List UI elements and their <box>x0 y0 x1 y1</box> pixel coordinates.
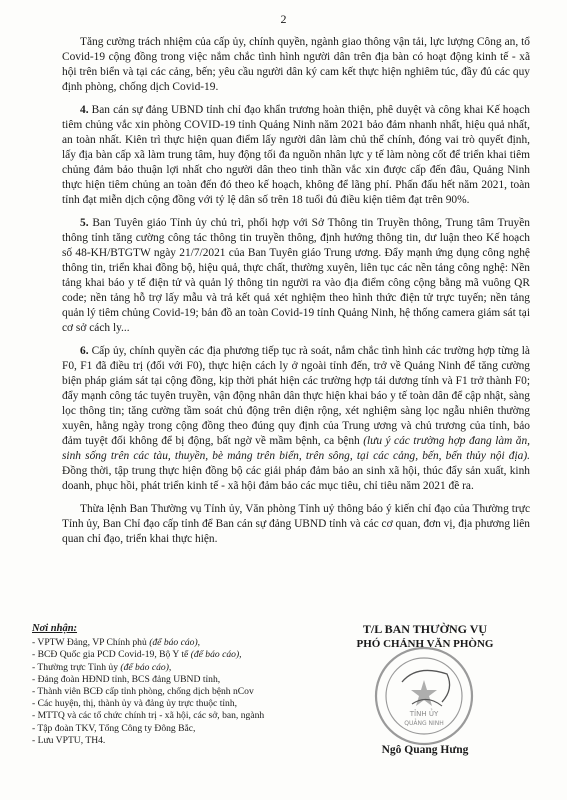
page-number: 2 <box>280 12 287 26</box>
svg-text:QUẢNG NINH: QUẢNG NINH <box>404 720 444 727</box>
recipient-item: - Lưu VPTU, TH4. <box>32 734 106 746</box>
paragraph-text: Ban Tuyên giáo Tỉnh ủy chủ trì, phối hợp với Sở Thông tin Truyền thông, Trung tâm Truyền thông tỉnh tăng cường công tác thông tin truyền thông, định hướng thông tin, dư luận theo Kế hoạch số 48-KH/BTGTW ngày 21/7/2021 của Ban Tuyên giáo Trung ương. Đẩy mạnh ứng dụng công nghệ thông tin, triển khai đồng bộ, hiệu quả, thực chất, thường xuyên, liên tục các nền tảng công nghệ: Nền tảng khai báo y tế điện tử và quản lý thông tin người ra vào địa điểm công cộng bằng mã vuông QR code; nền tảng hỗ trợ lấy mẫu và trả kết quả xét nghiệm theo hình thức điện tử trực tuyến; nền tảng quản lý tiêm chủng Covid-19; bản đồ an toàn Covid-19 tỉnh Quảng Ninh, hệ thống camera giám sát tại cơ sở cách ly... <box>62 217 530 334</box>
recipients-list <box>32 623 322 747</box>
svg-text:TỈNH ỦY: TỈNH ỦY <box>409 710 439 718</box>
paragraph-6 <box>62 344 530 494</box>
paragraph-4 <box>62 103 530 208</box>
paragraph-number: 5. <box>80 217 89 229</box>
recipient-item: - VPTW Đảng, VP Chính phủ (để báo cáo), <box>32 637 201 649</box>
signature-subtitle: PHÓ CHÁNH VĂN PHÒNG <box>356 638 494 650</box>
paragraph-number: 6. <box>80 345 89 357</box>
paragraph-closing <box>62 502 530 547</box>
official-seal-icon <box>372 644 476 748</box>
signer-name: Ngô Quang Hưng <box>381 744 469 756</box>
recipient-item: - BCĐ Quốc gia PCD Covid-19, Bộ Y tế (để báo cáo), <box>32 649 242 661</box>
paragraph-italic-note: (lưu ý các trường hợp đang làm ăn, sinh sống trên các tàu, thuyền, bè mảng trên biển, trên sông, tại các cảng, bến, bến thủy nội địa). <box>62 435 530 462</box>
paragraph-text: Tăng cường trách nhiệm của cấp ủy, chính quyền, ngành giao thông vận tải, lực lượng Công an, tổ Covid-19 cộng đồng trong việc nắm chắc tình hình người dân trên địa bàn có hoạt động kinh tế - xã hội trên biển và tại các cảng, bến; yêu cầu người dân ký cam kết thực hiện nghiêm túc, đầy đủ các quy định phòng, chống dịch Covid-19. <box>62 36 530 93</box>
recipients-heading: Nơi nhận: <box>32 623 78 634</box>
paragraph-text-after: Đồng thời, tập trung thực hiện đồng bộ các giải pháp đảm bảo an sinh xã hội, thúc đẩy sản xuất, kinh doanh, phục hồi, phát triển kinh tế - xã hội đảm bảo các mục tiêu, chỉ tiêu năm 2021 đề ra. <box>62 465 530 492</box>
paragraph-text: Thừa lệnh Ban Thường vụ Tỉnh ủy, Văn phòng Tỉnh uỷ thông báo ý kiến chỉ đạo của Thường trực Tỉnh ủy, Ban Chỉ đạo cấp tỉnh để Ban cán sự đảng UBND tỉnh và các cơ quan, đơn vị, địa phương liên quan chỉ đạo, triển khai thực hiện. <box>62 503 530 545</box>
recipient-item: - Thường trực Tỉnh ủy (để báo cáo), <box>32 661 172 673</box>
recipient-item: - Các huyện, thị, thành ủy và đảng ủy trực thuộc tỉnh, <box>32 698 238 710</box>
paragraph-intro <box>62 35 530 95</box>
recipient-item: - Đảng đoàn HĐND tỉnh, BCS đảng UBND tỉnh, <box>32 673 221 685</box>
document-body <box>62 35 530 555</box>
recipient-item: - Tập đoàn TKV, Tổng Công ty Đông Bắc, <box>32 722 196 734</box>
recipient-item: - Thành viên BCĐ cấp tỉnh phòng, chống dịch bệnh nCov <box>32 686 254 698</box>
signature-title: T/L BAN THƯỜNG VỤ <box>362 622 488 636</box>
paragraph-text: Cấp ủy, chính quyền các địa phương tiếp tục rà soát, nắm chắc tình hình các trường hợp từng là F0, F1 đã điều trị (đối với F0), thực hiện cách ly ở ngoài tỉnh đến, trở về Quảng Ninh để tăng cường biện pháp giám sát tại cộng đồng, kịp thời phát hiện các trường hợp tái dương tính và F1 trở thành F0; đẩy mạnh công tác tuyên truyền, vận động nhân dân thực hiện khai báo y tế toàn dân để cập nhật, sàng lọc thông tin; tăng cường tầm soát chủ động trên diện rộng, xét nghiệm sàng lọc ngẫu nhiên thường xuyên, hằng ngày trong cộng đồng theo đúng quy định của Trung ương và chủ trương của tỉnh, bảo đảm tuyệt đối không để bị động, bất ngờ về mầm bệnh, ca bệnh <box>62 345 530 447</box>
recipient-item: - MTTQ và các tổ chức chính trị - xã hội, các sở, ban, ngành <box>32 710 265 722</box>
paragraph-number: 4. <box>80 104 89 116</box>
paragraph-5 <box>62 216 530 336</box>
signature-block <box>320 622 530 756</box>
paragraph-text: Ban cán sự đảng UBND tỉnh chỉ đạo khẩn trương hoàn thiện, phê duyệt và công khai Kế hoạch tiêm chủng vắc xin phòng COVID-19 tỉnh Quảng Ninh năm 2021 bảo đảm nhanh nhất, hiệu quả nhất, an toàn nhất. Kiên trì thực hiện quan điểm lấy người dân làm chủ thể chính, đóng vai trò quyết định, lấy địa bàn cấp xã làm trung tâm, huy động tối đa nguồn nhân lực y tế làm nòng cốt để triển khai tiêm chủng đảm bảo thuận lợi nhất cho người dân theo tinh thần vắc xin được cấp đến đâu, Quảng Ninh thực hiện tiêm chủng an toàn đến đó theo kế hoạch, không để lãng phí. Phấn đấu hết năm 2021, toàn tỉnh đạt miễn dịch cộng đồng với tỷ lệ dân số trên 18 tuổi đủ điều kiện tiêm đạt trên 90%. <box>62 104 530 206</box>
